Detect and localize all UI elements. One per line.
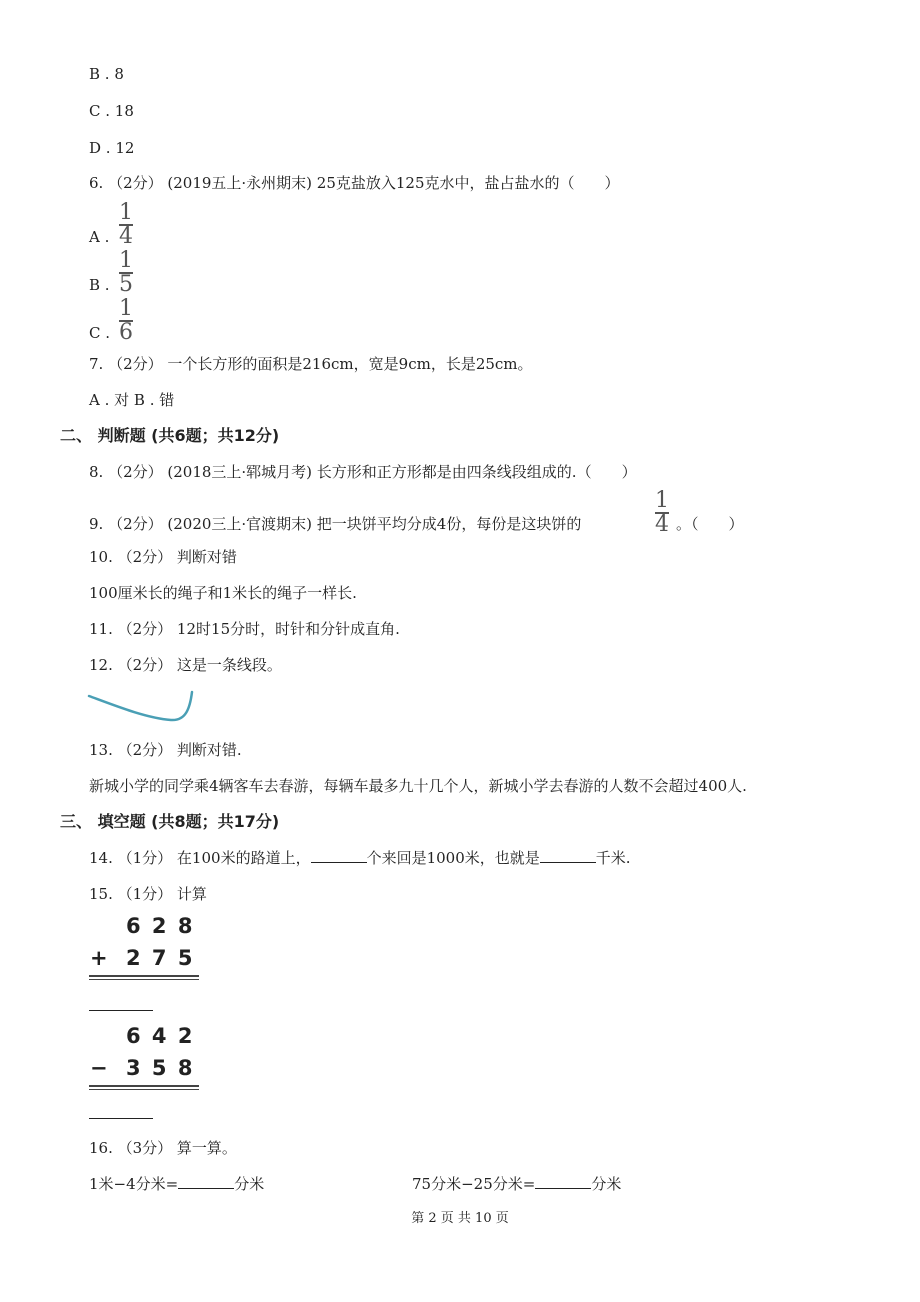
question-14-part-b: 个来回是1000米，也就是 xyxy=(366,849,540,867)
section-3-heading: 三、 填空题 (共8题；共17分) xyxy=(60,812,280,831)
answer-blank[interactable] xyxy=(311,848,367,863)
q6-option-c-fraction xyxy=(118,298,134,344)
question-10: 10. （2分） 判断对错 xyxy=(89,548,237,566)
addition-top-number: 6 2 8 xyxy=(126,914,193,938)
question-9-fraction xyxy=(654,490,670,536)
option-b: B . 8 xyxy=(89,65,124,83)
question-13-body: 新城小学的同学乘4辆客车去春游，每辆车最多九十几个人，新城小学去春游的人数不会超过400人. xyxy=(89,777,747,795)
subtraction-bottom-number: 3 5 8 xyxy=(126,1056,193,1080)
q6-option-a-fraction xyxy=(118,202,134,248)
question-10-body: 100厘米长的绳子和1米长的绳子一样长. xyxy=(89,584,357,602)
fraction-numerator: 1 xyxy=(119,296,133,321)
question-11: 11. （2分） 12时15分时，时针和分针成直角. xyxy=(89,620,400,638)
question-7-options: A . 对 B . 错 xyxy=(89,391,175,409)
question-15: 15. （1分） 计算 xyxy=(89,885,207,903)
subtraction-operator: − xyxy=(90,1056,108,1080)
curve-figure xyxy=(86,688,196,728)
page-footer: 第 2 页 共 10 页 xyxy=(411,1211,509,1226)
question-9 xyxy=(89,514,581,534)
answer-blank[interactable] xyxy=(540,848,596,863)
question-12: 12. （2分） 这是一条线段。 xyxy=(89,656,282,674)
fraction-denominator: 5 xyxy=(119,272,133,297)
item-b-text: 75分米−25分米= xyxy=(412,1175,536,1193)
question-16: 16. （3分） 算一算。 xyxy=(89,1139,237,1157)
option-c: C . 18 xyxy=(89,102,134,120)
question-9-tail: 。（ ） xyxy=(676,515,744,533)
q6-option-b-fraction xyxy=(118,250,134,296)
option-d: D . 12 xyxy=(89,139,135,157)
question-8: 8. （2分） (2018三上·郓城月考) 长方形和正方形都是由四条线段组成的.（ ） xyxy=(89,463,637,481)
question-14-part-a: 14. （1分） 在100米的路道上， xyxy=(89,849,311,867)
q6-option-c-label: C . xyxy=(89,324,111,342)
item-a-text: 1米−4分米= xyxy=(89,1175,179,1193)
question-14-part-c: 千米. xyxy=(595,849,631,867)
addition-bottom-number: 2 7 5 xyxy=(126,946,193,970)
item-a-unit: 分米 xyxy=(234,1175,265,1193)
subtraction-answer-blank[interactable] xyxy=(89,1118,153,1119)
answer-blank[interactable] xyxy=(178,1174,234,1189)
q6-option-a-label: A . xyxy=(89,228,110,246)
addition-operator: + xyxy=(90,946,108,970)
fraction-numerator: 1 xyxy=(119,248,133,273)
answer-blank[interactable] xyxy=(535,1174,591,1189)
question-16-item-a xyxy=(89,1174,264,1194)
fraction-numerator: 1 xyxy=(655,488,669,513)
question-14 xyxy=(89,848,631,868)
item-b-unit: 分米 xyxy=(591,1175,622,1193)
fraction-denominator: 4 xyxy=(119,224,133,249)
addition-answer-blank[interactable] xyxy=(89,1010,153,1011)
question-7: 7. （2分） 一个长方形的面积是216cm，宽是9cm，长是25cm。 xyxy=(89,355,533,373)
fraction-denominator: 4 xyxy=(655,512,669,537)
fraction-denominator: 6 xyxy=(119,320,133,345)
subtraction-rule xyxy=(89,1085,199,1090)
question-16-item-b xyxy=(412,1174,621,1194)
q6-option-b-label: B . xyxy=(89,276,110,294)
question-6: 6. （2分） (2019五上·永州期末) 25克盐放入125克水中，盐占盐水的（ ） xyxy=(89,174,620,192)
question-9-text: 9. （2分） (2020三上·官渡期末) 把一块饼平均分成4份，每份是这块饼的 xyxy=(89,515,582,533)
subtraction-top-number: 6 4 2 xyxy=(126,1024,193,1048)
section-2-heading: 二、 判断题 (共6题；共12分) xyxy=(60,426,280,445)
addition-rule xyxy=(89,975,199,980)
fraction-numerator: 1 xyxy=(119,200,133,225)
question-13: 13. （2分） 判断对错. xyxy=(89,741,242,759)
